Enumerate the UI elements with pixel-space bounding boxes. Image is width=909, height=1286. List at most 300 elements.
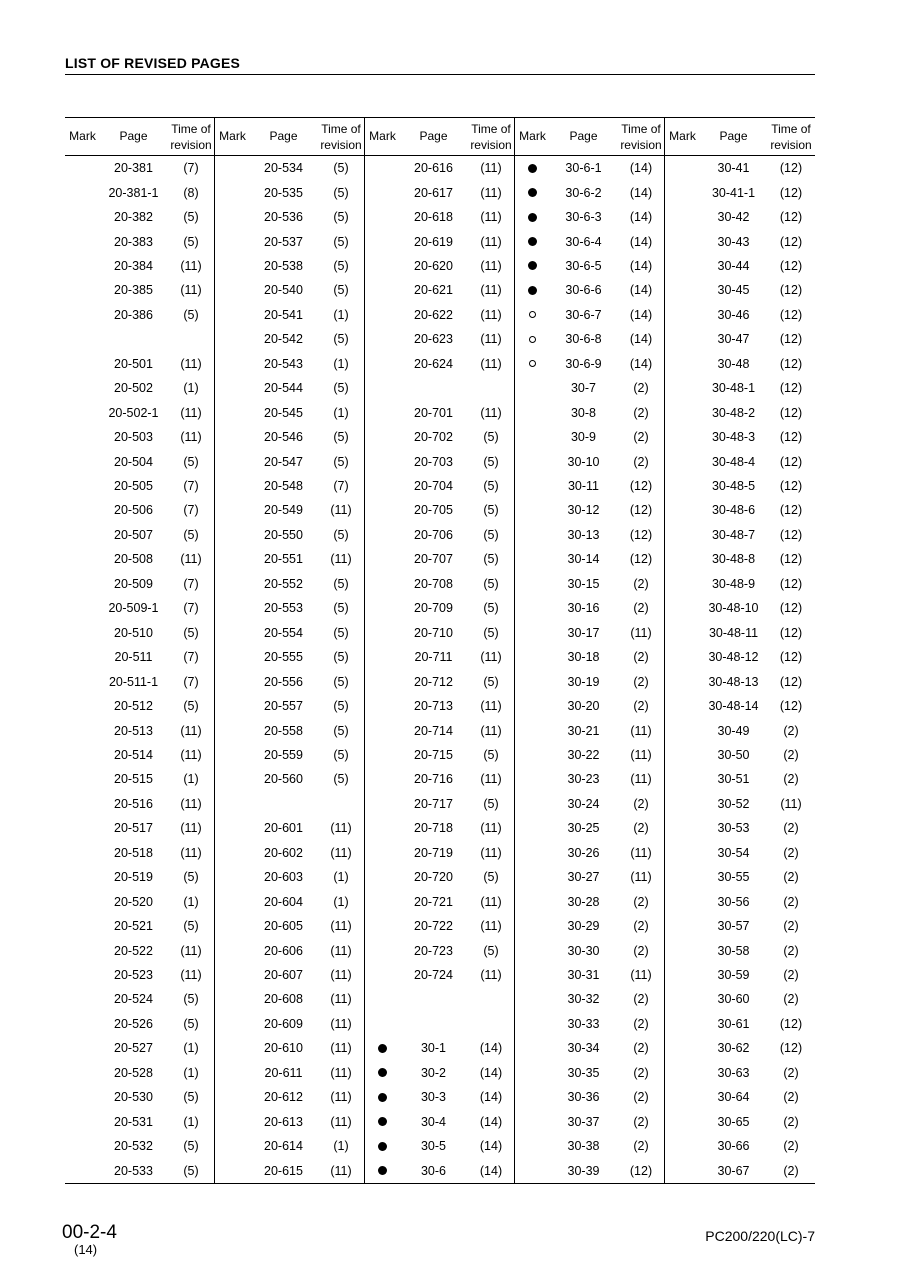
revision-cell: (14) <box>479 1114 503 1129</box>
page-cell: 20-538 <box>264 258 303 273</box>
revision-cell: (11) <box>780 796 802 811</box>
revision-cell: (8) <box>183 185 199 200</box>
revision-cell: (2) <box>783 845 799 860</box>
revision-cell: (1) <box>333 405 349 420</box>
filled-circle-icon <box>378 1142 387 1151</box>
page-cell: 20-557 <box>264 699 303 714</box>
page-cell: 30-48-6 <box>711 503 756 518</box>
page-cell: 30-48-12 <box>708 650 759 665</box>
revision-cell: (2) <box>783 1114 799 1129</box>
revision-cell: (2) <box>783 747 799 762</box>
revision-cell: (7) <box>183 674 199 689</box>
page-cell: 20-605 <box>264 919 303 934</box>
revision-cell: (5) <box>183 919 199 934</box>
revision-cell: (11) <box>630 968 652 983</box>
revision-cell: (2) <box>633 943 649 958</box>
page-cell: 20-616 <box>414 161 453 176</box>
page-cell: 30-38 <box>567 1139 600 1154</box>
mark-cell <box>515 327 550 351</box>
revision-cell: (11) <box>330 1163 352 1178</box>
revision-cell: (2) <box>633 894 649 909</box>
revision-cell: (12) <box>779 699 803 714</box>
page-cell: 30-48-10 <box>708 601 759 616</box>
page-cell: 20-618 <box>414 210 453 225</box>
revision-cell: (11) <box>480 772 502 787</box>
filled-circle-icon <box>528 213 537 222</box>
revision-cell: (5) <box>483 552 499 567</box>
revision-cell: (5) <box>333 527 349 542</box>
mark-cell <box>365 1061 400 1085</box>
revision-cell: (5) <box>333 576 349 591</box>
mark-cell <box>515 205 550 229</box>
revision-cell: (5) <box>333 625 349 640</box>
page-cell: 30-59 <box>717 968 750 983</box>
revision-cell: (14) <box>629 283 653 298</box>
page-cell: 30-22 <box>567 747 600 762</box>
revision-cell: (5) <box>183 234 199 249</box>
revision-cell: (11) <box>630 772 652 787</box>
page-cell: 20-519 <box>114 870 153 885</box>
revision-cell: (11) <box>330 1041 352 1056</box>
revision-cell: (11) <box>480 356 502 371</box>
page-cell: 20-559 <box>264 747 303 762</box>
revision-cell: (2) <box>633 1114 649 1129</box>
page-cell: 20-506 <box>114 503 153 518</box>
page-cell: 20-549 <box>264 503 303 518</box>
revision-cell: (11) <box>180 552 202 567</box>
revision-cell: (14) <box>629 185 653 200</box>
revision-cell: (5) <box>183 1163 199 1178</box>
header-mark: Mark <box>519 129 546 143</box>
page-cell: 20-528 <box>114 1065 153 1080</box>
page-cell: 30-3 <box>420 1090 447 1105</box>
revision-cell: (5) <box>183 307 199 322</box>
page-cell: 20-382 <box>114 210 153 225</box>
header-mark: Mark <box>219 129 246 143</box>
page-cell: 20-508 <box>114 552 153 567</box>
filled-circle-icon <box>378 1166 387 1175</box>
header-mark: Mark <box>669 129 696 143</box>
revision-cell: (12) <box>779 283 803 298</box>
page-cell: 20-602 <box>264 845 303 860</box>
page-cell: 30-21 <box>567 723 600 738</box>
revision-cell: (12) <box>779 307 803 322</box>
revision-cell: (2) <box>633 1139 649 1154</box>
page-cell: 20-710 <box>414 625 453 640</box>
page-cell: 20-381-1 <box>108 185 159 200</box>
page-cell: 20-509 <box>114 576 153 591</box>
page-cell: 20-504 <box>114 454 153 469</box>
revision-cell: (7) <box>183 650 199 665</box>
revision-cell: (5) <box>183 1139 199 1154</box>
page-cell: 30-64 <box>717 1090 750 1105</box>
page-cell: 30-34 <box>567 1041 600 1056</box>
revision-cell: (12) <box>629 527 653 542</box>
page-cell: 20-612 <box>264 1090 303 1105</box>
revision-cell: (1) <box>183 894 199 909</box>
revision-cell: (12) <box>779 356 803 371</box>
revision-cell: (14) <box>479 1065 503 1080</box>
mark-cell <box>515 156 550 180</box>
page-cell: 20-555 <box>264 650 303 665</box>
page-cell: 30-57 <box>717 919 750 934</box>
page-cell: 30-62 <box>717 1041 750 1056</box>
filled-circle-icon <box>378 1044 387 1053</box>
page-cell: 30-6-7 <box>565 307 602 322</box>
revision-cell: (12) <box>779 503 803 518</box>
open-circle-icon <box>529 311 536 318</box>
revision-cell: (2) <box>783 1163 799 1178</box>
page-cell: 30-27 <box>567 870 600 885</box>
page-cell: 30-25 <box>567 821 600 836</box>
revision-cell: (11) <box>180 258 202 273</box>
page-cell: 30-9 <box>570 430 597 445</box>
page-cell: 20-622 <box>414 307 453 322</box>
revision-cell: (5) <box>333 650 349 665</box>
page-cell: 20-723 <box>414 943 453 958</box>
revision-cell: (11) <box>180 283 202 298</box>
page-cell: 20-523 <box>114 968 153 983</box>
page-cell: 20-533 <box>114 1163 153 1178</box>
page-cell: 20-714 <box>414 723 453 738</box>
page-cell: 20-702 <box>414 430 453 445</box>
page-cell: 20-510 <box>114 625 153 640</box>
page-cell: 30-63 <box>717 1065 750 1080</box>
revision-cell: (14) <box>629 234 653 249</box>
revision-cell: (1) <box>183 1041 199 1056</box>
revision-cell: (2) <box>633 821 649 836</box>
revision-cell: (2) <box>783 1139 799 1154</box>
page-cell: 20-708 <box>414 576 453 591</box>
page-cell: 20-560 <box>264 772 303 787</box>
revision-cell: (12) <box>779 1016 803 1031</box>
revision-cell: (11) <box>180 430 202 445</box>
revision-cell: (12) <box>779 430 803 445</box>
page-cell: 30-61 <box>717 1016 750 1031</box>
revision-cell: (2) <box>633 992 649 1007</box>
revision-cell: (5) <box>183 625 199 640</box>
page-cell: 20-551 <box>264 552 303 567</box>
page-cell: 20-623 <box>414 332 453 347</box>
revision-cell: (14) <box>629 307 653 322</box>
revision-cell: (2) <box>633 405 649 420</box>
page-cell: 20-381 <box>114 161 153 176</box>
page-cell: 30-55 <box>717 870 750 885</box>
page-cell: 20-604 <box>264 894 303 909</box>
revision-cell: (5) <box>333 747 349 762</box>
revision-cell: (2) <box>633 601 649 616</box>
page-cell: 30-6-9 <box>565 356 602 371</box>
page-cell: 20-621 <box>414 283 453 298</box>
page-cell: 20-503 <box>114 430 153 445</box>
revision-cell: (5) <box>483 601 499 616</box>
revision-cell: (2) <box>783 1065 799 1080</box>
page-cell: 20-502 <box>114 381 153 396</box>
page-cell: 30-23 <box>567 772 600 787</box>
page-title: LIST OF REVISED PAGES <box>65 55 241 71</box>
revision-cell: (7) <box>183 479 199 494</box>
page-cell: 30-48-14 <box>708 699 759 714</box>
page-cell: 20-385 <box>114 283 153 298</box>
revision-cell: (1) <box>333 307 349 322</box>
page-cell: 20-527 <box>114 1041 153 1056</box>
revision-cell: (5) <box>483 527 499 542</box>
header-time-of-revision: Time of revision <box>320 121 362 152</box>
revision-cell: (12) <box>779 527 803 542</box>
revision-cell: (11) <box>180 968 202 983</box>
header-time-of-revision: Time of revision <box>170 121 212 152</box>
revision-cell: (2) <box>633 454 649 469</box>
revision-cell: (14) <box>629 210 653 225</box>
page-cell: 20-544 <box>264 381 303 396</box>
revision-cell: (11) <box>180 723 202 738</box>
page-cell: 20-522 <box>114 943 153 958</box>
page-cell: 20-535 <box>264 185 303 200</box>
page-cell: 20-703 <box>414 454 453 469</box>
revision-cell: (2) <box>633 674 649 689</box>
revision-cell: (5) <box>183 992 199 1007</box>
revision-cell: (12) <box>779 674 803 689</box>
revision-cell: (5) <box>483 943 499 958</box>
page-cell: 20-711 <box>414 650 453 665</box>
revision-cell: (5) <box>183 870 199 885</box>
mark-cell <box>515 303 550 327</box>
revision-cell: (12) <box>629 479 653 494</box>
revision-cell: (12) <box>629 552 653 567</box>
page-cell: 30-48-8 <box>711 552 756 567</box>
page-cell: 30-6-8 <box>565 332 602 347</box>
revision-cell: (5) <box>333 430 349 445</box>
revision-cell: (12) <box>629 503 653 518</box>
page-cell: 20-550 <box>264 527 303 542</box>
page-cell: 20-545 <box>264 405 303 420</box>
revision-cell: (12) <box>779 1041 803 1056</box>
page-cell: 20-606 <box>264 943 303 958</box>
page-cell: 30-36 <box>567 1090 600 1105</box>
filled-circle-icon <box>378 1117 387 1126</box>
page-cell: 20-613 <box>264 1114 303 1129</box>
revision-cell: (5) <box>333 454 349 469</box>
header-mark: Mark <box>69 129 96 143</box>
revision-cell: (11) <box>480 283 502 298</box>
mark-cell <box>365 1110 400 1134</box>
filled-circle-icon <box>378 1093 387 1102</box>
page-cell: 30-41 <box>717 161 750 176</box>
page-cell: 30-6-4 <box>565 234 602 249</box>
revision-cell: (11) <box>180 821 202 836</box>
revision-cell: (5) <box>333 772 349 787</box>
page-cell: 30-47 <box>717 332 750 347</box>
revision-cell: (5) <box>333 723 349 738</box>
page-cell: 20-520 <box>114 894 153 909</box>
page-cell: 20-511-1 <box>108 674 159 689</box>
footer-page-number: 00-2-4 <box>62 1222 117 1243</box>
revision-cell: (14) <box>479 1090 503 1105</box>
page-cell: 30-54 <box>717 845 750 860</box>
page-cell: 20-502-1 <box>108 405 159 420</box>
revision-cell: (11) <box>480 650 502 665</box>
page-cell: 20-603 <box>264 870 303 885</box>
revision-cell: (5) <box>183 210 199 225</box>
revision-cell: (2) <box>783 772 799 787</box>
revision-cell: (14) <box>479 1163 503 1178</box>
header-time-of-revision: Time of revision <box>770 121 812 152</box>
mark-cell <box>515 229 550 253</box>
page-cell: 30-10 <box>567 454 600 469</box>
page-cell: 30-29 <box>567 919 600 934</box>
revision-cell: (11) <box>480 699 502 714</box>
page-cell: 20-610 <box>264 1041 303 1056</box>
page-cell: 20-543 <box>264 356 303 371</box>
page-cell: 30-6-6 <box>565 283 602 298</box>
page-cell: 30-31 <box>567 968 600 983</box>
revision-cell: (12) <box>779 601 803 616</box>
revision-cell: (11) <box>480 845 502 860</box>
page-cell: 20-619 <box>414 234 453 249</box>
page-cell: 20-558 <box>264 723 303 738</box>
page-cell: 30-48-2 <box>711 405 756 420</box>
page-cell: 20-717 <box>414 796 453 811</box>
page-cell: 30-48 <box>717 356 750 371</box>
revision-cell: (5) <box>483 747 499 762</box>
page-cell: 30-6-5 <box>565 258 602 273</box>
page-cell: 30-6-3 <box>565 210 602 225</box>
page-cell: 20-517 <box>114 821 153 836</box>
page-cell: 30-32 <box>567 992 600 1007</box>
page-cell: 30-41-1 <box>711 185 756 200</box>
revision-cell: (11) <box>480 307 502 322</box>
revision-cell: (11) <box>480 185 502 200</box>
page-cell: 20-607 <box>264 968 303 983</box>
page-cell: 20-548 <box>264 479 303 494</box>
revision-cell: (2) <box>783 919 799 934</box>
page-cell: 30-53 <box>717 821 750 836</box>
revision-cell: (11) <box>180 747 202 762</box>
revision-cell: (5) <box>483 576 499 591</box>
revision-cell: (11) <box>480 332 502 347</box>
revision-cell: (11) <box>480 919 502 934</box>
page-cell: 30-6-1 <box>565 161 602 176</box>
page-cell: 30-56 <box>717 894 750 909</box>
header-page: Page <box>119 129 148 143</box>
revision-cell: (11) <box>480 234 502 249</box>
page-cell: 30-18 <box>567 650 600 665</box>
revision-cell: (12) <box>779 454 803 469</box>
page-cell: 20-624 <box>414 356 453 371</box>
revision-cell: (1) <box>183 1114 199 1129</box>
page-cell: 20-712 <box>414 674 453 689</box>
revision-cell: (2) <box>633 650 649 665</box>
revision-cell: (12) <box>629 1163 653 1178</box>
revision-cell: (14) <box>479 1041 503 1056</box>
revision-cell: (7) <box>183 601 199 616</box>
page-cell: 20-546 <box>264 430 303 445</box>
revision-cell: (5) <box>183 699 199 714</box>
revision-cell: (5) <box>183 1016 199 1031</box>
revision-cell: (5) <box>483 430 499 445</box>
page-cell: 20-608 <box>264 992 303 1007</box>
page-cell: 20-719 <box>414 845 453 860</box>
page-cell: 20-505 <box>114 479 153 494</box>
page-cell: 30-43 <box>717 234 750 249</box>
page-cell: 30-46 <box>717 307 750 322</box>
revision-cell: (11) <box>180 405 202 420</box>
page-cell: 20-501 <box>114 356 153 371</box>
mark-cell <box>365 1158 400 1182</box>
revision-cell: (2) <box>633 699 649 714</box>
header-mark: Mark <box>369 129 396 143</box>
page-cell: 30-48-9 <box>711 576 756 591</box>
filled-circle-icon <box>528 261 537 270</box>
revision-cell: (1) <box>333 870 349 885</box>
revision-cell: (11) <box>330 943 352 958</box>
header-time-of-revision: Time of revision <box>470 121 512 152</box>
page-cell: 30-48-3 <box>711 430 756 445</box>
page-cell: 30-19 <box>567 674 600 689</box>
page-cell: 30-17 <box>567 625 600 640</box>
revision-cell: (1) <box>183 1065 199 1080</box>
revision-cell: (5) <box>483 674 499 689</box>
revision-cell: (5) <box>333 161 349 176</box>
page-cell: 30-48-7 <box>711 527 756 542</box>
revision-cell: (2) <box>633 430 649 445</box>
revision-cell: (2) <box>783 870 799 885</box>
page-cell: 20-617 <box>414 185 453 200</box>
page-cell: 30-20 <box>567 699 600 714</box>
revision-cell: (5) <box>483 796 499 811</box>
page-cell: 30-66 <box>717 1139 750 1154</box>
footer-revision: (14) <box>74 1242 98 1257</box>
revision-cell: (2) <box>783 968 799 983</box>
page-cell: 20-540 <box>264 283 303 298</box>
page-cell: 20-524 <box>114 992 153 1007</box>
revised-pages-table <box>65 117 815 1184</box>
page-cell: 30-1 <box>420 1041 447 1056</box>
header-page: Page <box>569 129 598 143</box>
page-cell: 20-511 <box>114 650 153 665</box>
revision-cell: (12) <box>779 258 803 273</box>
page-cell: 30-16 <box>567 601 600 616</box>
page-cell: 20-515 <box>114 772 153 787</box>
filled-circle-icon <box>528 164 537 173</box>
revision-cell: (2) <box>633 1016 649 1031</box>
filled-circle-icon <box>528 188 537 197</box>
revision-cell: (14) <box>629 258 653 273</box>
page-cell: 20-537 <box>264 234 303 249</box>
revision-cell: (12) <box>779 381 803 396</box>
revision-cell: (11) <box>480 821 502 836</box>
page-cell: 20-620 <box>414 258 453 273</box>
page-cell: 20-722 <box>414 919 453 934</box>
page-cell: 20-386 <box>114 307 153 322</box>
header-page: Page <box>269 129 298 143</box>
revision-cell: (5) <box>483 503 499 518</box>
revision-cell: (12) <box>779 210 803 225</box>
page-cell: 20-715 <box>414 747 453 762</box>
revision-cell: (12) <box>779 405 803 420</box>
revision-cell: (11) <box>330 821 352 836</box>
revision-cell: (5) <box>333 234 349 249</box>
revision-cell: (5) <box>333 332 349 347</box>
page-cell: 20-609 <box>264 1016 303 1031</box>
revision-cell: (2) <box>633 381 649 396</box>
filled-circle-icon <box>378 1068 387 1077</box>
page-cell: 20-713 <box>414 699 453 714</box>
page-cell: 30-48-11 <box>708 625 759 640</box>
filled-circle-icon <box>528 286 537 295</box>
page-cell: 20-556 <box>264 674 303 689</box>
page-cell: 30-39 <box>567 1163 600 1178</box>
